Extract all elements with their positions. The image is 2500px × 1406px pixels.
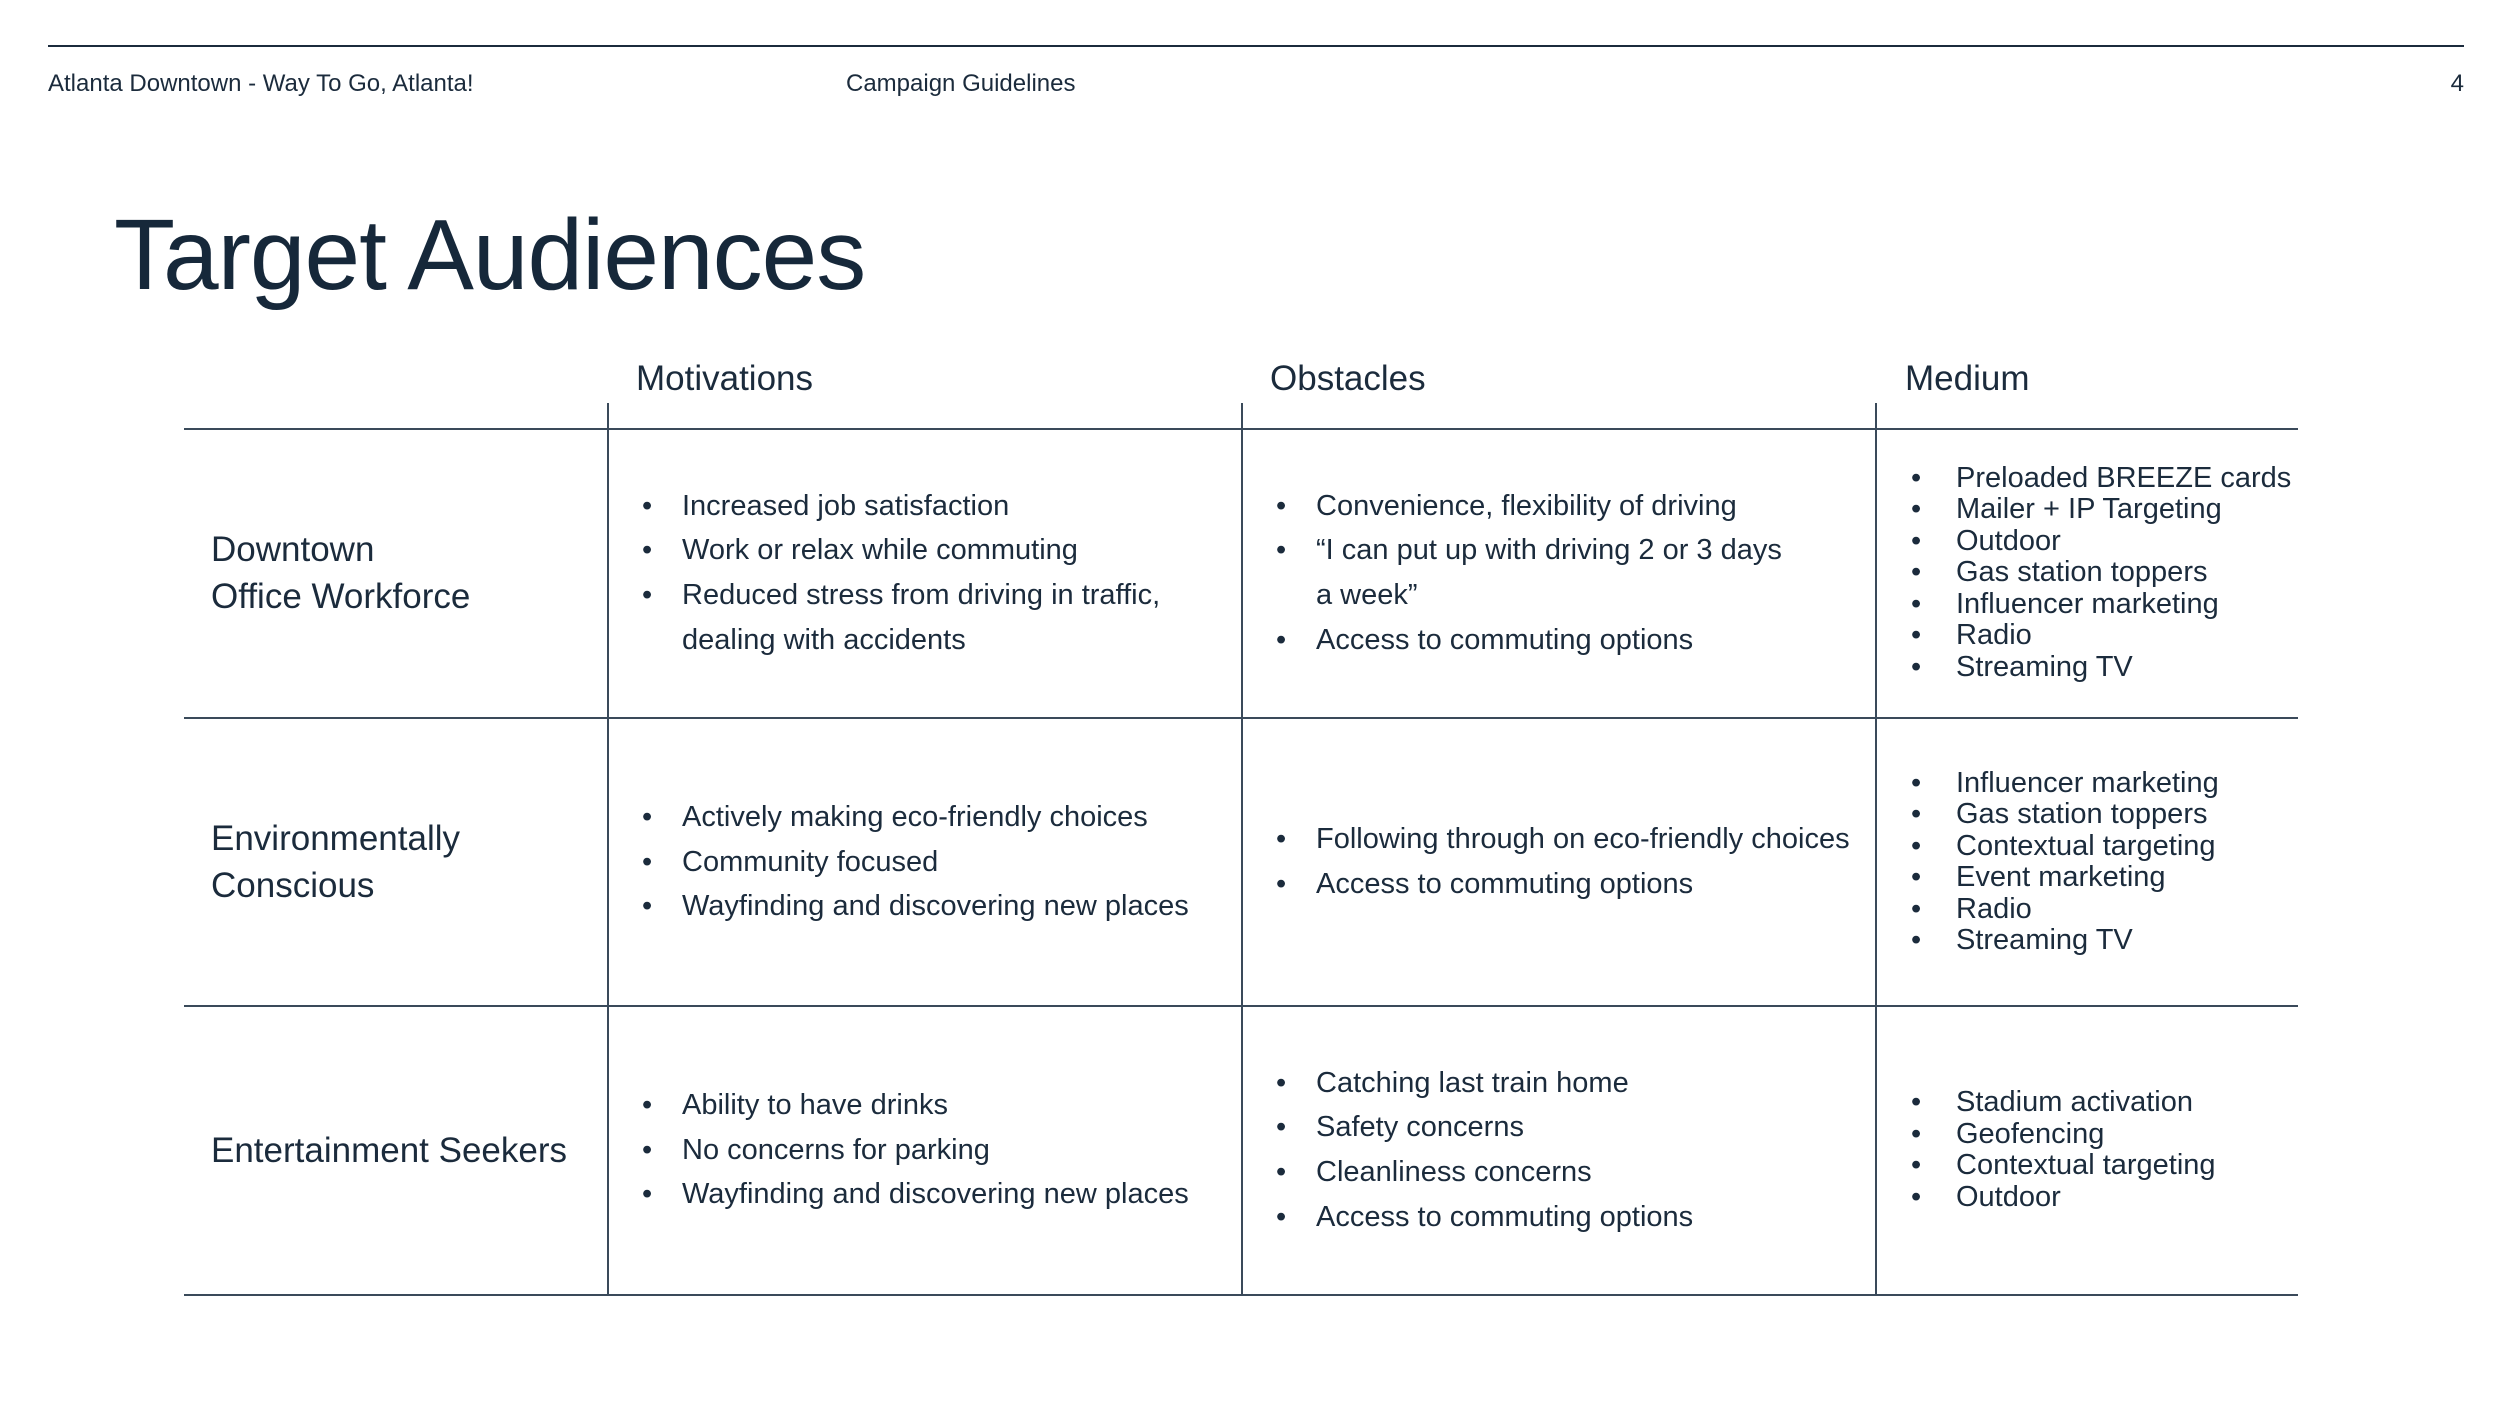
medium-item: • Contextual targeting bbox=[1911, 831, 2219, 863]
medium-item: • Preloaded BREEZE cards bbox=[1911, 463, 2291, 495]
column-header-medium: Medium bbox=[1905, 359, 2030, 398]
obstacle-item bbox=[1276, 862, 1850, 907]
motivations-cell bbox=[642, 1007, 1232, 1293]
item-text-line: dealing with accidents bbox=[682, 623, 966, 656]
medium-item: • Radio bbox=[1911, 894, 2219, 926]
motivation-item bbox=[642, 884, 1189, 929]
medium-item: • Stadium activation bbox=[1911, 1087, 2216, 1119]
item-text-line: • Catching last train home bbox=[1316, 1066, 1629, 1099]
medium-list bbox=[1911, 1087, 2216, 1213]
column-header-motivations: Motivations bbox=[636, 359, 814, 398]
item-text-line: • Cleanliness concerns bbox=[1316, 1156, 1592, 1188]
medium-list bbox=[1911, 463, 2291, 684]
motivations-list bbox=[642, 484, 1160, 662]
obstacles-cell bbox=[1276, 1007, 1866, 1293]
obstacle-item bbox=[1276, 484, 1782, 529]
item-text-line: a week” bbox=[1316, 579, 1418, 611]
audience-label bbox=[211, 526, 470, 620]
medium-item: • Radio bbox=[1911, 620, 2291, 652]
obstacles-list bbox=[1276, 817, 1850, 906]
obstacle-item bbox=[1276, 528, 1782, 617]
medium-cell bbox=[1911, 430, 2291, 716]
item-text-line: • Access to commuting options bbox=[1316, 868, 1694, 900]
obstacle-item bbox=[1276, 1150, 1693, 1195]
section-name: Campaign Guidelines bbox=[846, 70, 1076, 97]
medium-item: • Influencer marketing bbox=[1911, 589, 2291, 621]
audience-label-line: Office Workforce bbox=[211, 577, 471, 616]
audience-label-line: Entertainment Seekers bbox=[211, 1130, 568, 1170]
motivation-item bbox=[642, 528, 1160, 573]
document-name: Atlanta Downtown - Way To Go, Atlanta! bbox=[48, 70, 474, 97]
page-number: 4 bbox=[2450, 70, 2464, 97]
medium-item: • Outdoor bbox=[1911, 526, 2291, 558]
audience-label-line: Environmentally bbox=[211, 819, 460, 858]
motivation-item bbox=[642, 573, 1160, 662]
motivation-item bbox=[642, 840, 1189, 885]
motivations-cell bbox=[642, 430, 1232, 716]
item-text-line: • Convenience, flexibility of driving bbox=[1316, 489, 1737, 522]
item-text-line: • Wayfinding and discovering new places bbox=[682, 1178, 1189, 1211]
item-text-line: • Actively making eco-friendly choices bbox=[682, 801, 1148, 834]
obstacle-item bbox=[1276, 1061, 1693, 1106]
audience-label-cell bbox=[211, 1007, 591, 1293]
medium-item: • Streaming TV bbox=[1911, 925, 2219, 957]
medium-item: • Streaming TV bbox=[1911, 652, 2291, 684]
obstacles-cell bbox=[1276, 719, 1866, 1005]
item-text-line: • Safety concerns bbox=[1316, 1111, 1524, 1144]
medium-item: • Outdoor bbox=[1911, 1182, 2216, 1214]
item-text-line: • Increased job satisfaction bbox=[682, 489, 1010, 522]
medium-cell bbox=[1911, 719, 2291, 1005]
obstacle-item bbox=[1276, 618, 1782, 663]
motivation-item bbox=[642, 795, 1189, 840]
obstacles-cell bbox=[1276, 430, 1866, 716]
item-text-line: • No concerns for parking bbox=[682, 1133, 990, 1166]
obstacles-list bbox=[1276, 1061, 1693, 1239]
table-column-divider bbox=[1241, 403, 1243, 1295]
medium-list bbox=[1911, 768, 2219, 957]
audience-label bbox=[211, 815, 460, 909]
obstacle-item bbox=[1276, 817, 1850, 862]
medium-item: • Geofencing bbox=[1911, 1119, 2216, 1151]
medium-item: • Event marketing bbox=[1911, 862, 2219, 894]
medium-cell bbox=[1911, 1007, 2291, 1293]
audience-label bbox=[211, 1127, 567, 1174]
medium-item: • Gas station toppers bbox=[1911, 799, 2219, 831]
obstacles-list bbox=[1276, 484, 1782, 662]
medium-item: • Influencer marketing bbox=[1911, 768, 2219, 800]
audience-label-line: Downtown bbox=[211, 530, 375, 569]
item-text-line: • Access to commuting options bbox=[1316, 1200, 1694, 1233]
table-column-divider bbox=[607, 403, 609, 1295]
table-column-divider bbox=[1875, 403, 1877, 1295]
item-text-line: • Reduced stress from driving in traffic, bbox=[682, 579, 1161, 611]
item-text-line: • Wayfinding and discovering new places bbox=[682, 890, 1189, 923]
item-text-line: • Following through on eco-friendly choices bbox=[1316, 823, 1850, 856]
motivations-list bbox=[642, 795, 1189, 929]
obstacle-item bbox=[1276, 1105, 1693, 1150]
audience-label-cell bbox=[211, 719, 591, 1005]
column-header-obstacles: Obstacles bbox=[1270, 359, 1426, 398]
item-text-line: • Work or relax while commuting bbox=[682, 534, 1078, 567]
page-title: Target Audiences bbox=[114, 199, 866, 311]
motivation-item bbox=[642, 1128, 1189, 1173]
medium-item: • Contextual targeting bbox=[1911, 1150, 2216, 1182]
motivation-item bbox=[642, 1172, 1189, 1217]
item-text-line: • Ability to have drinks bbox=[682, 1089, 948, 1122]
motivation-item bbox=[642, 1083, 1189, 1128]
medium-item: • Gas station toppers bbox=[1911, 557, 2291, 589]
item-text-line: • Community focused bbox=[682, 845, 939, 878]
audience-label-cell bbox=[211, 430, 591, 716]
item-text-line: • Access to commuting options bbox=[1316, 623, 1694, 656]
header-rule bbox=[48, 45, 2464, 47]
medium-item: • Mailer + IP Targeting bbox=[1911, 494, 2291, 526]
item-text-line: • “I can put up with driving 2 or 3 days bbox=[1316, 534, 1782, 567]
obstacle-item bbox=[1276, 1195, 1693, 1240]
motivations-list bbox=[642, 1083, 1189, 1217]
motivations-cell bbox=[642, 719, 1232, 1005]
audience-label-line: Conscious bbox=[211, 866, 375, 905]
motivation-item bbox=[642, 484, 1160, 529]
